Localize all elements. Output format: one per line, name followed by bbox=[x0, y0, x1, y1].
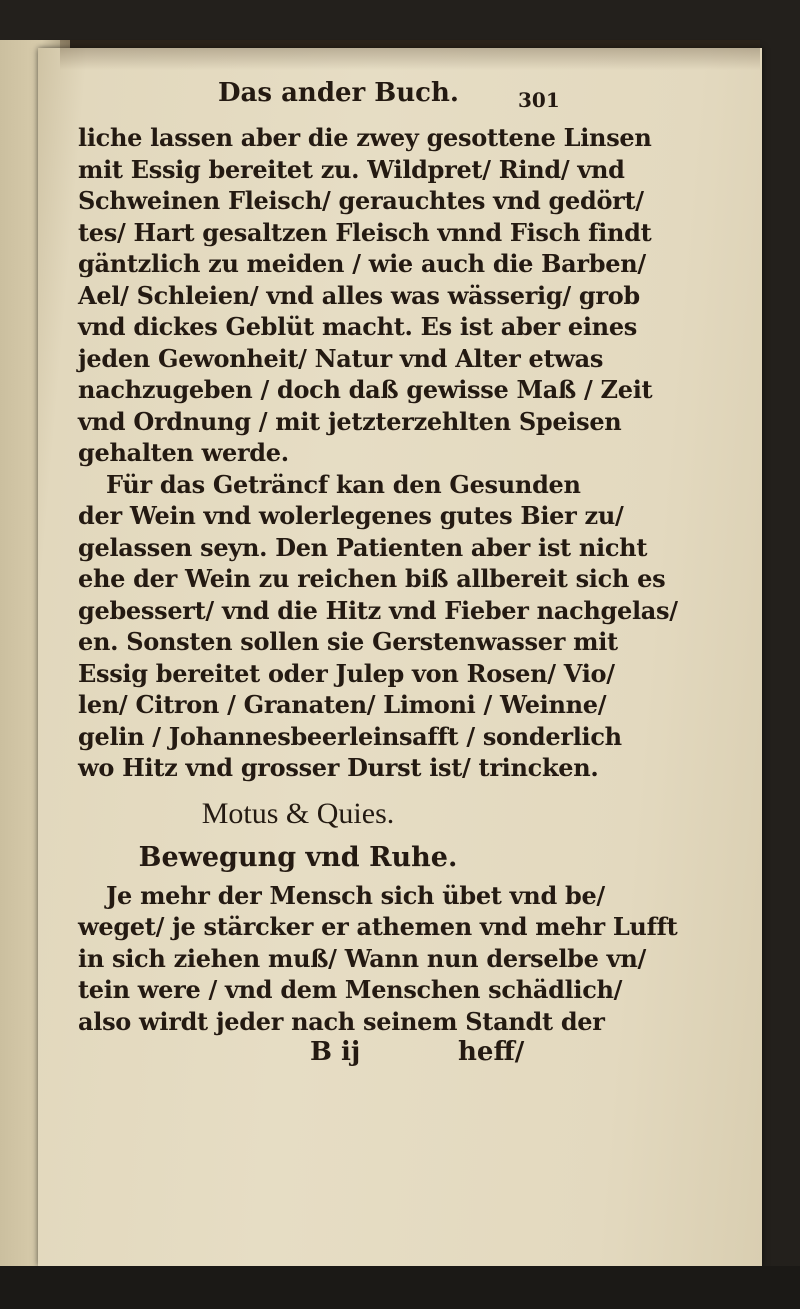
page-top-shadow bbox=[60, 40, 760, 70]
scan-bottom-border bbox=[0, 1266, 800, 1309]
text-line: gäntzlich zu meiden / wie auch die Barben/ bbox=[78, 249, 646, 278]
text-line: vnd dickes Geblüt macht. Es ist aber eines bbox=[78, 312, 638, 341]
text-line: gebessert/ vnd die Hitz vnd Fieber nachgelas/ bbox=[78, 595, 678, 625]
text-line: tein were / vnd dem Menschen schädlich/ bbox=[78, 975, 623, 1004]
section-title-german: Bewegung vnd Ruhe. bbox=[138, 841, 458, 873]
text-line: gelin / Johannesbeerleinsafft / sonderlich bbox=[78, 721, 622, 751]
text-line: nachzugeben / doch daß gewisse Maß / Zeit bbox=[78, 375, 653, 404]
text-line: gehalten werde. bbox=[78, 438, 289, 467]
paragraph-drink bbox=[78, 469, 678, 784]
text-line: gelassen seyn. Den Patienten aber ist nicht bbox=[78, 532, 648, 562]
page-text bbox=[78, 78, 678, 1077]
paragraph-diet bbox=[78, 122, 653, 469]
text-line: Für das Geträncf kan den Gesunden bbox=[106, 469, 581, 499]
text-line: len/ Citron / Granaten/ Limoni / Weinne/ bbox=[78, 690, 607, 719]
text-line: wo Hitz vnd grosser Durst ist/ trincken. bbox=[78, 753, 599, 782]
text-line: Je mehr der Mensch sich übet vnd be/ bbox=[106, 880, 605, 910]
text-line: in sich ziehen muß/ Wann nun derselbe vn/ bbox=[78, 943, 646, 973]
section-title-latin: Motus & Quies. bbox=[201, 796, 395, 830]
text-line: liche lassen aber die zwey gesottene Linsen bbox=[78, 123, 652, 152]
text-line: also wirdt jeder nach seinem Standt der bbox=[78, 1006, 605, 1036]
text-line: jeden Gewonheit/ Natur vnd Alter etwas bbox=[78, 343, 604, 373]
text-line: tes/ Hart gesaltzen Fleisch vnnd Fisch findt bbox=[78, 217, 652, 247]
text-line: weget/ je stärcker er athemen vnd mehr Lufft bbox=[78, 912, 678, 941]
text-line: Essig bereitet oder Julep von Rosen/ Vio/ bbox=[78, 658, 615, 688]
text-line: Schweinen Fleisch/ gerauchtes vnd gedört/ bbox=[78, 186, 644, 215]
signature-mark: B ij bbox=[310, 1037, 361, 1067]
page-number: 301 bbox=[518, 88, 560, 112]
catchword: heff/ bbox=[458, 1037, 525, 1067]
running-head: Das ander Buch. bbox=[218, 78, 459, 108]
paragraph-motion bbox=[78, 880, 678, 1038]
page-header bbox=[78, 78, 578, 122]
text-line: Ael/ Schleien/ vnd alles was wässerig/ grob bbox=[78, 280, 640, 310]
text-line: en. Sonsten sollen sie Gerstenwasser mit bbox=[78, 627, 618, 656]
page-footer bbox=[78, 1037, 578, 1077]
text-line: vnd Ordnung / mit jetzterzehlten Speisen bbox=[78, 406, 622, 436]
text-line: mit Essig bereitet zu. Wildpret/ Rind/ vnd bbox=[78, 154, 625, 184]
text-line: ehe der Wein zu reichen biß allbereit sich es bbox=[78, 564, 666, 593]
text-line: der Wein vnd wolerlegenes gutes Bier zu/ bbox=[78, 501, 624, 530]
